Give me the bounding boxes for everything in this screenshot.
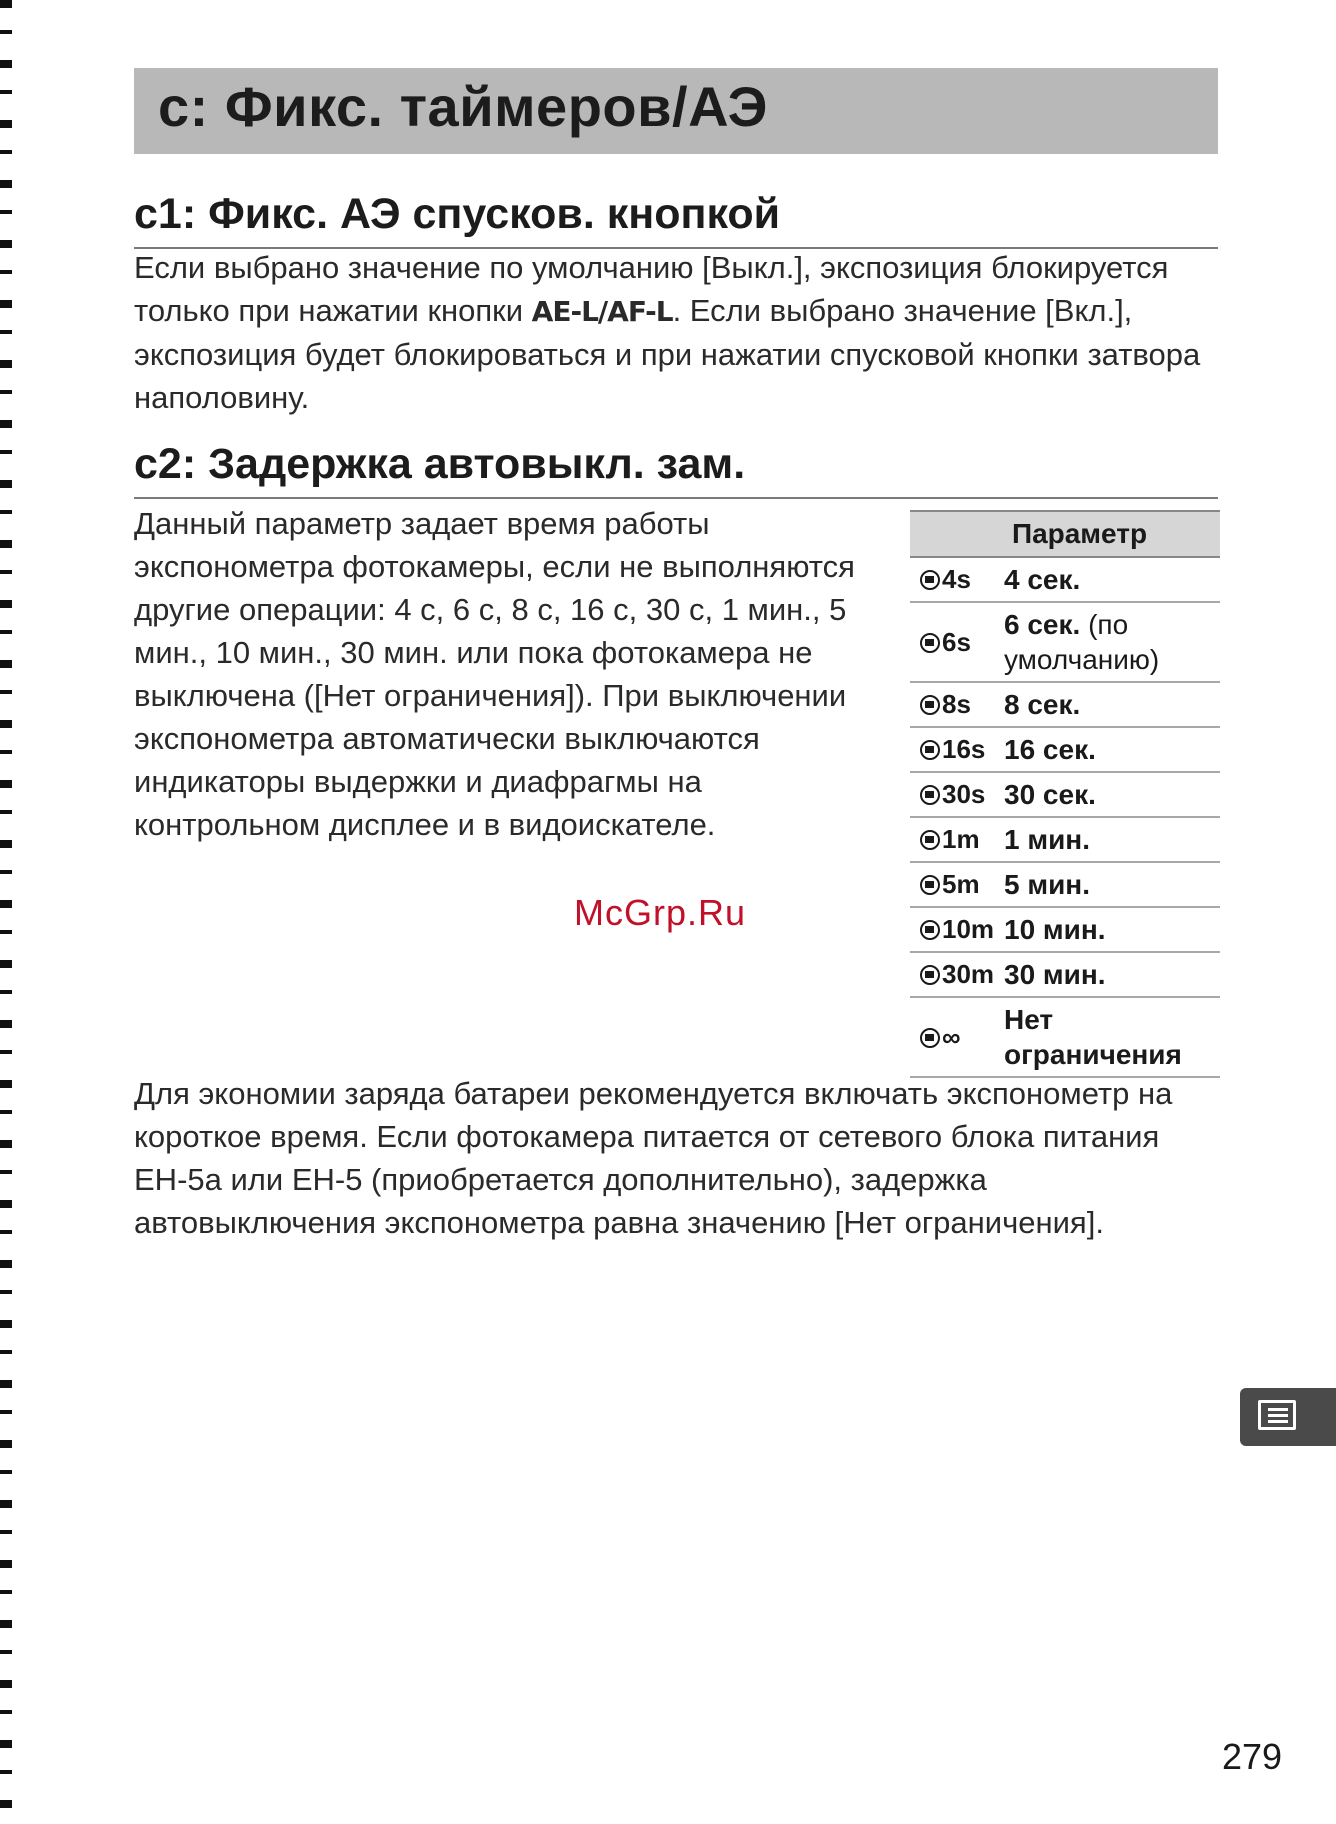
table-row: [910, 907, 1220, 952]
option-icon-cell: [910, 682, 1004, 727]
option-code: 6s: [942, 626, 971, 657]
option-value: 30 мин.: [1004, 959, 1106, 990]
table-row: [910, 727, 1220, 772]
option-value-cell: [1004, 952, 1220, 997]
table-row: [910, 557, 1220, 602]
page-title: c: Фикс. таймеров/АЭ: [158, 75, 768, 138]
option-value-cell: [1004, 557, 1220, 602]
option-value: 30 сек.: [1004, 779, 1096, 810]
section-divider: [134, 497, 1218, 499]
section-heading-c2: c2: Задержка автовыкл. зам.: [134, 440, 746, 488]
option-value: 1 мин.: [1004, 824, 1090, 855]
side-tab[interactable]: [1240, 1388, 1336, 1446]
table-header-row: [910, 511, 1220, 557]
watermark: McGrp.Ru: [574, 892, 747, 933]
option-icon-cell: [910, 997, 1004, 1077]
option-value-cell: [1004, 817, 1220, 862]
option-icon-cell: [910, 952, 1004, 997]
table-row: [910, 997, 1220, 1077]
paragraph-c1-text-before: Если выбрано значение по умолчанию [Выкл.], экспозиция блокируется только при нажатии кнопки: [134, 250, 1169, 328]
option-value: 5 мин.: [1004, 869, 1090, 900]
meter-off-icon: [920, 1028, 940, 1048]
option-value-cell: [1004, 862, 1220, 907]
option-code: 4s: [942, 564, 971, 594]
option-icon-cell: [910, 727, 1004, 772]
option-code: 10m: [942, 914, 995, 944]
option-value-cell: [1004, 997, 1220, 1077]
paragraph-c2: Данный параметр задает время работы экспонометра фотокамеры, если не выполняются другие операции: 4 с, 6 с, 8 с, 16 с, 30 с, 1 мин., 5 мин., 10 мин., 30 мин. или пока фотокамера не выключена ([Нет ограничения]). При выключении экспонометра автоматически выключаются индикаторы выдержки и диафрагмы на контрольном дисплее и в видоискателе.: [134, 506, 855, 842]
option-icon-cell: [910, 602, 1004, 682]
meter-off-icon: [920, 920, 940, 940]
option-code: ∞: [942, 1021, 961, 1052]
option-value-cell: [1004, 602, 1220, 682]
option-code: 30m: [942, 959, 995, 989]
option-value: 16 сек.: [1004, 734, 1096, 765]
page-header: [134, 68, 1218, 154]
option-value-cell: [1004, 682, 1220, 727]
meter-off-icon: [920, 695, 940, 715]
table-row: [910, 772, 1220, 817]
option-icon-cell: [910, 817, 1004, 862]
paragraph-battery-note: Для экономии заряда батареи рекомендуется включать экспонометр на короткое время. Если фотокамера питается от сетевого блока питания EH-5a или EH-5 (приобретается дополнительно), задержка автовыключения экспонометра равна значению [Нет ограничения].: [134, 1076, 1173, 1240]
meter-off-icon: [920, 740, 940, 760]
option-value: 8 сек.: [1004, 689, 1081, 720]
option-code: 8s: [942, 689, 971, 719]
option-code: 1m: [942, 824, 980, 854]
table-row: [910, 952, 1220, 997]
table-row: [910, 602, 1220, 682]
table-row: [910, 682, 1220, 727]
option-icon-cell: [910, 772, 1004, 817]
option-value-cell: [1004, 907, 1220, 952]
menu-list-icon: [1258, 1400, 1296, 1430]
option-value: 6 сек.: [1004, 609, 1081, 640]
paragraph-c1-text-after: . Если выбрано значение [Вкл.], экспозиция будет блокироваться и при нажатии спусковой кнопки затвора наполовину.: [134, 293, 1201, 415]
page-number: 279: [1222, 1736, 1283, 1777]
option-value: 4 сек.: [1004, 564, 1081, 595]
option-note: (по умолчанию): [1004, 609, 1160, 675]
option-icon-cell: [910, 862, 1004, 907]
option-value-cell: [1004, 772, 1220, 817]
meter-off-icon: [920, 633, 940, 653]
option-value: Нет ограничения: [1004, 1004, 1182, 1070]
paragraph-c1: [134, 246, 1218, 419]
meter-off-icon: [920, 965, 940, 985]
option-value-cell: [1004, 727, 1220, 772]
table-row: [910, 862, 1220, 907]
table-row: [910, 817, 1220, 862]
meter-off-icon: [920, 830, 940, 850]
parameter-table: [910, 510, 1220, 1078]
option-icon-cell: [910, 907, 1004, 952]
section-heading-c1: c1: Фикс. АЭ спусков. кнопкой: [134, 190, 781, 238]
binding-edge: [0, 0, 12, 1824]
option-value: 10 мин.: [1004, 914, 1106, 945]
meter-off-icon: [920, 875, 940, 895]
option-code: 5m: [942, 869, 980, 899]
table-header: Параметр: [910, 511, 1220, 557]
option-icon-cell: [910, 557, 1004, 602]
meter-off-icon: [920, 785, 940, 805]
ae-l-af-l-button-label: AE-L/AF-L: [531, 295, 673, 328]
meter-off-icon: [920, 570, 940, 590]
option-code: 16s: [942, 734, 986, 764]
option-code: 30s: [942, 779, 986, 809]
